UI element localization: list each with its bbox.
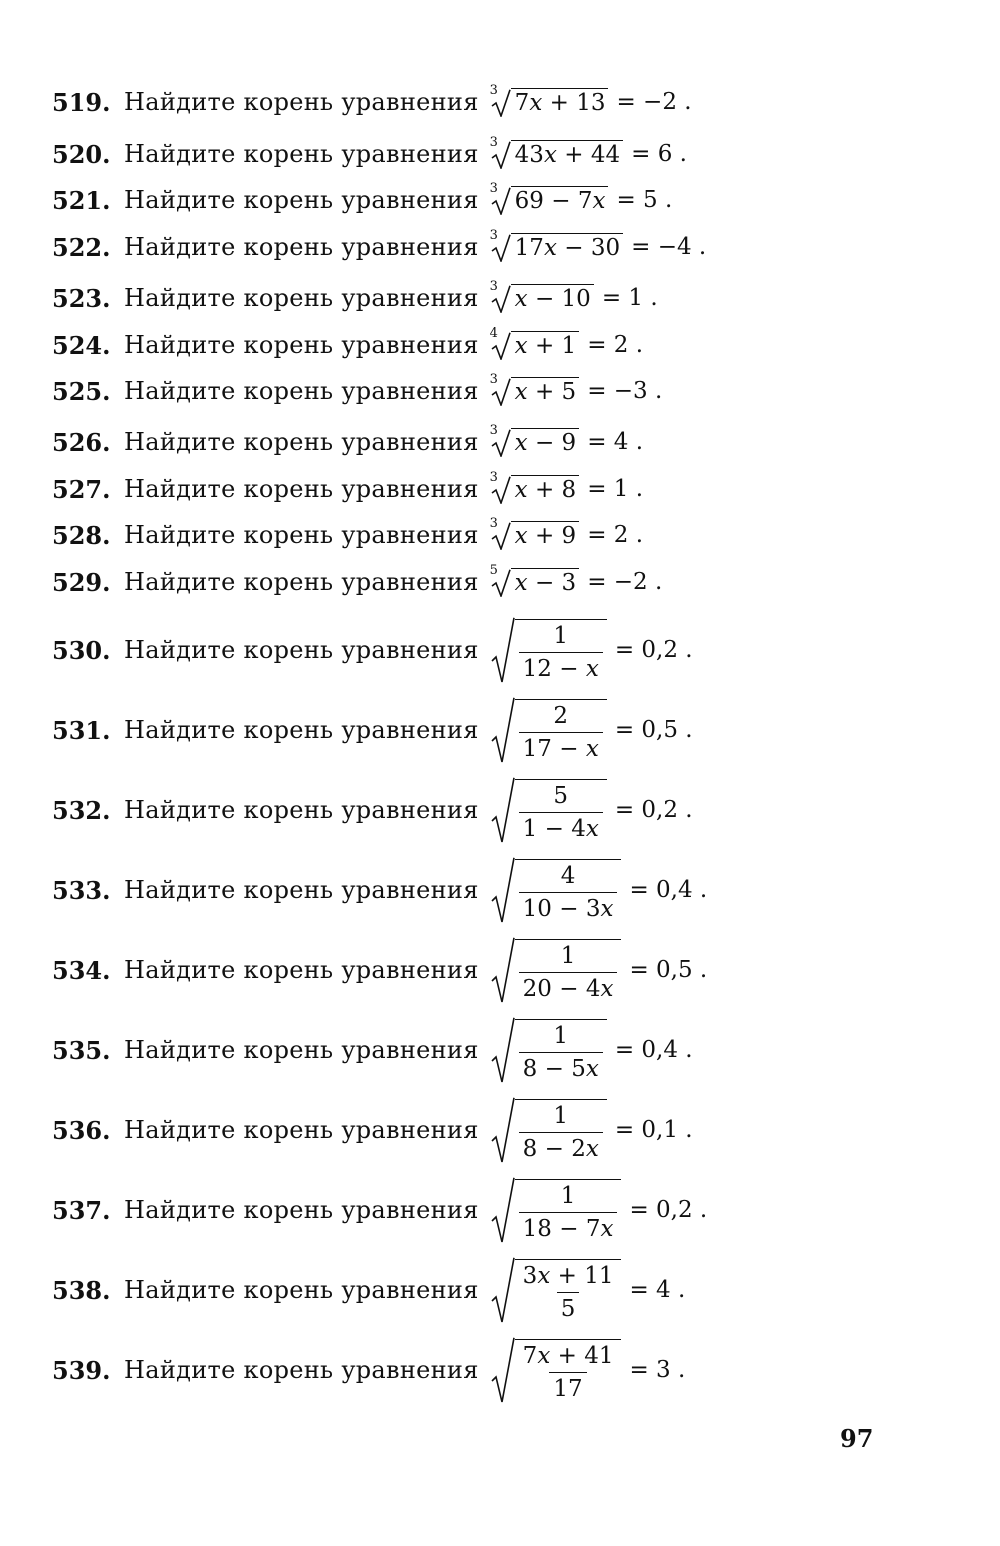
problem-number: 522. xyxy=(52,232,111,262)
equation xyxy=(491,1177,708,1243)
problem-text: Найдите корень уравнения xyxy=(124,475,479,503)
problem-number: 521. xyxy=(52,185,111,215)
root xyxy=(489,325,580,360)
fraction xyxy=(519,942,618,1003)
equation-rhs: = 0,4 . xyxy=(629,877,708,903)
root xyxy=(489,371,580,406)
equation xyxy=(489,469,644,504)
radicand: x + 1 xyxy=(511,331,580,360)
equation-rhs: = 2 . xyxy=(587,522,644,548)
equation-rhs: = 0,5 . xyxy=(629,957,708,983)
problem-text: Найдите корень уравнения xyxy=(124,1356,479,1384)
numerator: 1 xyxy=(560,943,576,969)
equation-rhs: = −2 . xyxy=(587,569,663,595)
denominator: 1 − 4x xyxy=(519,812,603,843)
problem-number: 529. xyxy=(52,567,111,597)
problem-number: 530. xyxy=(52,635,111,665)
root-index: 3 xyxy=(489,515,498,531)
problem-text: Найдите корень уравнения xyxy=(124,428,479,456)
radical-sign-icon xyxy=(491,1017,515,1083)
sqrt xyxy=(491,1097,607,1163)
equation xyxy=(491,1257,686,1323)
problem-number: 538. xyxy=(52,1275,111,1305)
equation-rhs: = −2 . xyxy=(616,89,692,115)
denominator: 18 − 7x xyxy=(519,1212,618,1243)
denominator: 12 − x xyxy=(519,652,603,683)
radicand xyxy=(515,779,607,843)
sqrt xyxy=(491,937,622,1003)
problem-text: Найдите корень уравнения xyxy=(124,284,479,312)
problem-531 xyxy=(52,694,693,766)
equation-rhs: = 0,2 . xyxy=(629,1197,708,1223)
equation xyxy=(489,422,644,457)
problem-number: 520. xyxy=(52,139,111,169)
equation xyxy=(489,227,707,262)
sqrt xyxy=(491,1177,622,1243)
problem-text: Найдите корень уравнения xyxy=(124,568,479,596)
sqrt xyxy=(491,617,607,683)
problem-528 xyxy=(52,515,643,555)
numerator: 1 xyxy=(553,1023,569,1049)
root-index: 3 xyxy=(489,134,498,150)
equation xyxy=(491,777,693,843)
fraction xyxy=(519,1182,618,1243)
equation-rhs: = 3 . xyxy=(629,1357,686,1383)
fraction xyxy=(519,1022,603,1083)
problem-number: 535. xyxy=(52,1035,111,1065)
equation xyxy=(491,697,693,763)
equation xyxy=(489,371,663,406)
problem-text: Найдите корень уравнения xyxy=(124,140,479,168)
equation xyxy=(491,1017,693,1083)
equation xyxy=(491,937,708,1003)
denominator: 17 − x xyxy=(519,732,603,763)
radicand xyxy=(515,1099,607,1163)
fraction xyxy=(519,862,618,923)
root xyxy=(489,227,623,262)
problem-number: 528. xyxy=(52,520,111,550)
fraction xyxy=(519,702,603,763)
denominator: 10 − 3x xyxy=(519,892,618,923)
problem-538 xyxy=(52,1254,685,1326)
radicand: 43x + 44 xyxy=(511,140,623,169)
problem-527 xyxy=(52,469,643,509)
sqrt xyxy=(491,1017,607,1083)
equation xyxy=(489,82,692,117)
equation-rhs: = −4 . xyxy=(631,234,707,260)
denominator: 17 xyxy=(549,1372,586,1403)
problem-text: Найдите корень уравнения xyxy=(124,88,479,116)
problem-532 xyxy=(52,774,693,846)
root-index: 3 xyxy=(489,82,498,98)
problem-522 xyxy=(52,227,706,267)
problem-number: 536. xyxy=(52,1115,111,1145)
radical-sign-icon xyxy=(491,617,515,683)
radical-sign-icon xyxy=(491,697,515,763)
equation xyxy=(489,180,673,215)
problem-text: Найдите корень уравнения xyxy=(124,1196,479,1224)
root xyxy=(489,422,580,457)
sqrt xyxy=(491,777,607,843)
problem-number: 527. xyxy=(52,474,111,504)
problem-535 xyxy=(52,1014,693,1086)
equation-rhs: = 4 . xyxy=(629,1277,686,1303)
problem-number: 523. xyxy=(52,283,111,313)
problem-536 xyxy=(52,1094,693,1166)
fraction xyxy=(519,1262,618,1323)
problem-526 xyxy=(52,422,643,462)
problem-529 xyxy=(52,562,662,602)
radical-sign-icon xyxy=(491,777,515,843)
radical-sign-icon xyxy=(491,1097,515,1163)
problem-519 xyxy=(52,82,692,122)
denominator: 8 − 5x xyxy=(519,1052,603,1083)
numerator: 4 xyxy=(560,863,576,889)
problem-text: Найдите корень уравнения xyxy=(124,377,479,405)
equation-rhs: = 1 . xyxy=(601,285,658,311)
root xyxy=(489,469,580,504)
root xyxy=(489,515,580,550)
fraction xyxy=(519,1342,618,1403)
problem-534 xyxy=(52,934,707,1006)
problem-539 xyxy=(52,1334,685,1406)
equation-rhs: = 1 . xyxy=(587,476,644,502)
equation-rhs: = 0,5 . xyxy=(614,717,693,743)
numerator: 2 xyxy=(553,703,569,729)
problem-number: 533. xyxy=(52,875,111,905)
problem-number: 525. xyxy=(52,376,111,406)
radicand: x − 9 xyxy=(511,428,580,457)
radical-sign-icon xyxy=(491,1337,515,1403)
equation-rhs: = 0,2 . xyxy=(614,637,693,663)
problem-text: Найдите корень уравнения xyxy=(124,331,479,359)
radical-sign-icon xyxy=(491,857,515,923)
problem-text: Найдите корень уравнения xyxy=(124,876,479,904)
problem-text: Найдите корень уравнения xyxy=(124,233,479,261)
problem-520 xyxy=(52,134,687,174)
radical-sign-icon xyxy=(491,1177,515,1243)
equation-rhs: = 0,4 . xyxy=(614,1037,693,1063)
root xyxy=(489,180,609,215)
problem-text: Найдите корень уравнения xyxy=(124,956,479,984)
radicand: 17x − 30 xyxy=(511,233,623,262)
radicand xyxy=(515,1259,622,1323)
equation-rhs: = 6 . xyxy=(631,141,687,167)
numerator: 1 xyxy=(553,1103,569,1129)
problem-number: 532. xyxy=(52,795,111,825)
equation xyxy=(491,617,693,683)
problem-number: 537. xyxy=(52,1195,111,1225)
root-index: 3 xyxy=(489,180,498,196)
sqrt xyxy=(491,697,607,763)
equation-rhs: = 2 . xyxy=(587,332,644,358)
problem-537 xyxy=(52,1174,707,1246)
radicand xyxy=(515,1019,607,1083)
root xyxy=(489,82,609,117)
root xyxy=(489,134,623,169)
numerator: 1 xyxy=(560,1183,576,1209)
problem-number: 524. xyxy=(52,330,111,360)
problem-number: 534. xyxy=(52,955,111,985)
radicand xyxy=(515,1339,622,1403)
radicand xyxy=(515,619,607,683)
problem-text: Найдите корень уравнения xyxy=(124,636,479,664)
problem-number: 539. xyxy=(52,1355,111,1385)
equation-rhs: = 4 . xyxy=(587,429,644,455)
equation xyxy=(489,562,663,597)
problem-text: Найдите корень уравнения xyxy=(124,186,479,214)
radicand xyxy=(515,939,622,1003)
problem-text: Найдите корень уравнения xyxy=(124,796,479,824)
radical-sign-icon xyxy=(491,937,515,1003)
numerator: 1 xyxy=(553,623,569,649)
radicand: 7x + 13 xyxy=(511,88,609,117)
radicand: x + 8 xyxy=(511,475,580,504)
numerator: 7x + 41 xyxy=(522,1343,614,1369)
equation-rhs: = 0,2 . xyxy=(614,797,693,823)
radicand xyxy=(515,1179,622,1243)
fraction xyxy=(519,782,603,843)
numerator: 3x + 11 xyxy=(522,1263,614,1289)
sqrt xyxy=(491,857,622,923)
equation xyxy=(489,134,687,169)
problem-524 xyxy=(52,325,643,365)
problem-text: Найдите корень уравнения xyxy=(124,716,479,744)
root-index: 3 xyxy=(489,422,498,438)
radicand: x + 9 xyxy=(511,521,580,550)
root-index: 3 xyxy=(489,278,498,294)
equation xyxy=(491,1097,693,1163)
equation xyxy=(491,857,708,923)
denominator: 5 xyxy=(557,1292,580,1323)
sqrt xyxy=(491,1257,622,1323)
radical-sign-icon xyxy=(491,1257,515,1323)
equation-rhs: = −3 . xyxy=(587,378,663,404)
equation-rhs: = 0,1 . xyxy=(614,1117,693,1143)
problem-521 xyxy=(52,180,672,220)
radicand: 69 − 7x xyxy=(511,186,609,215)
root-index: 5 xyxy=(489,562,498,578)
root xyxy=(489,562,580,597)
equation xyxy=(491,1337,686,1403)
radicand: x + 5 xyxy=(511,377,580,406)
equation-rhs: = 5 . xyxy=(616,187,673,213)
numerator: 5 xyxy=(553,783,569,809)
root-index: 3 xyxy=(489,469,498,485)
fraction xyxy=(519,1102,603,1163)
equation xyxy=(489,515,644,550)
problem-text: Найдите корень уравнения xyxy=(124,1116,479,1144)
equation xyxy=(489,278,658,313)
problem-number: 526. xyxy=(52,427,111,457)
denominator: 20 − 4x xyxy=(519,972,618,1003)
sqrt xyxy=(491,1337,622,1403)
root xyxy=(489,278,594,313)
denominator: 8 − 2x xyxy=(519,1132,603,1163)
radicand: x − 3 xyxy=(511,568,580,597)
problem-number: 531. xyxy=(52,715,111,745)
root-index: 3 xyxy=(489,371,498,387)
problem-text: Найдите корень уравнения xyxy=(124,1276,479,1304)
radicand xyxy=(515,699,607,763)
root-index: 3 xyxy=(489,227,498,243)
problem-text: Найдите корень уравнения xyxy=(124,521,479,549)
page-number: 97 xyxy=(840,1424,874,1453)
root-index: 4 xyxy=(489,325,498,341)
equation xyxy=(489,325,644,360)
problem-523 xyxy=(52,278,658,318)
problem-525 xyxy=(52,371,662,411)
problem-text: Найдите корень уравнения xyxy=(124,1036,479,1064)
problem-530 xyxy=(52,614,693,686)
radicand xyxy=(515,859,622,923)
problem-533 xyxy=(52,854,707,926)
fraction xyxy=(519,622,603,683)
problem-number: 519. xyxy=(52,87,111,117)
radicand: x − 10 xyxy=(511,284,594,313)
